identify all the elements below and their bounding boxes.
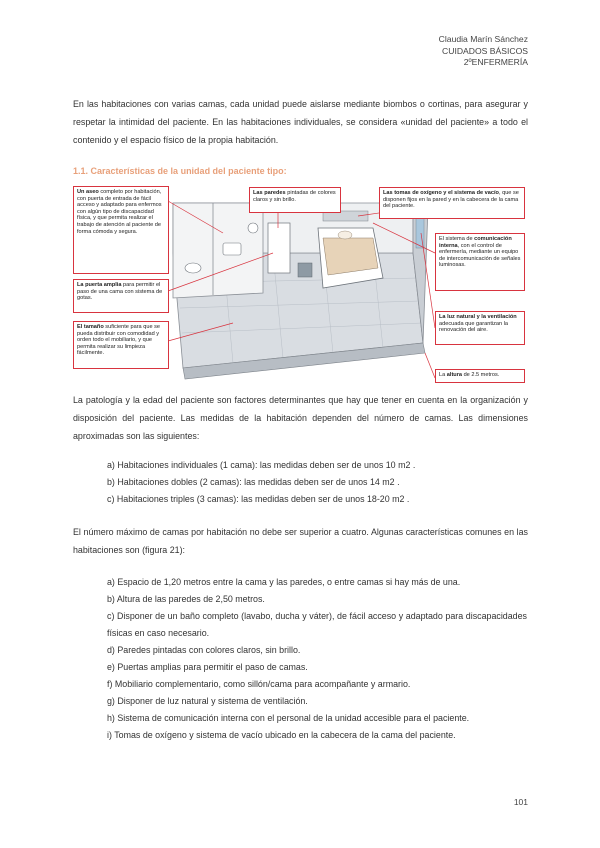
header-author: Claudia Marín Sánchez [438, 34, 528, 44]
bath-clock [248, 223, 258, 233]
callout-bathroom-bold: Un aseo [77, 189, 99, 195]
paragraph-dimensions-intro: La patología y la edad del paciente son factores determinantes que hay que tener en cuenta en la organización y disposición del paciente. Las medidas de la habitación dependen del número de camas. Las dimensiones aproximadas son las siguientes: [73, 395, 528, 441]
callout-oxygen [379, 187, 525, 219]
callout-height [435, 369, 525, 383]
callout-oxygen-bold: Las tomas de oxígeno y el sistema de vacío [383, 190, 499, 196]
header-subject: CUIDADOS BÁSICOS [442, 45, 528, 56]
callout-comm-text: , con el control de enfermería, mediante un equipo de intercomunicación de señales luminosas. [439, 242, 521, 269]
callout-light-text: adecuada que garantizan la renovación del aire. [439, 320, 509, 334]
callout-door [73, 279, 169, 313]
callout-light [435, 311, 525, 345]
callout-walls [249, 187, 341, 213]
list-item: c) Habitaciones triples (3 camas): las medidas deben ser de unos 18-20 m2 . [107, 494, 410, 504]
paragraph-features-intro: El número máximo de camas por habitación no debe ser superior a cuatro. Algunas características comunes en las habitaciones son (figura 21): [73, 527, 528, 555]
page-number: 101 [513, 797, 528, 807]
callout-bathroom-text: completo por habitación, con puerta de entrada de fácil acceso y adaptado para enfermos con algún tipo de discapacidad física, y que permita realizar el trabajo de atención al paciente de forma cómoda y segura. [77, 189, 162, 235]
features-list [107, 574, 527, 744]
callout-comm-bold: comunicación interna [439, 236, 512, 249]
list-item: h) Sistema de comunicación interna con el personal de la unidad accesible para el paciente. [107, 713, 470, 723]
sink [223, 243, 241, 255]
callout-comm-pre: El sistema de [439, 236, 475, 242]
list-item: b) Habitaciones dobles (2 camas): las medidas deben ser de unos 14 m2 . [107, 477, 400, 487]
callout-height-bold: altura [446, 372, 463, 378]
callout-walls-text: pintadas de colores claros y sin brillo. [253, 190, 336, 203]
callout-height-pre: La [439, 372, 447, 378]
toilet [185, 263, 201, 273]
chair [298, 263, 312, 277]
list-item: d) Paredes pintadas con colores claros, sin brillo. [107, 645, 301, 655]
list-item: i) Tomas de oxígeno y sistema de vacío ubicado en la cabecera de la cama del paciente. [107, 730, 456, 740]
bathroom [173, 203, 263, 298]
callout-size [73, 321, 169, 369]
callout-door-text: para permitir el paso de una cama con sistema de gotas. [77, 282, 163, 302]
list-item: e) Puertas amplias para permitir el paso de camas. [107, 662, 308, 672]
callout-height-text: de 2.5 metros. [462, 372, 500, 378]
list-item: g) Disponer de luz natural y sistema de ventilación. [107, 696, 308, 706]
list-item: c) Disponer de un baño completo (lavabo, ducha y váter), de fácil acceso y adaptado para discapacidades físicas en caso necesario. [107, 611, 527, 638]
list-item: f) Mobiliario complementario, como sillón/cama para acompañante y armario. [107, 679, 411, 689]
callout-oxygen-text: , que se disponen fijos en la pared y en la cabecera de la cama del paciente. [383, 190, 519, 210]
callout-bathroom [73, 186, 169, 274]
room-figure [73, 183, 528, 388]
callout-light-bold: La luz natural y la ventilación [439, 314, 517, 320]
list-item: a) Habitaciones individuales (1 cama): las medidas deben ser de unos 10 m2 . [107, 460, 416, 470]
callout-door-bold: La puerta amplia [77, 282, 122, 288]
dimensions-list [107, 457, 527, 508]
intro-paragraph: En las habitaciones con varias camas, cada unidad puede aislarse mediante biombos o cortinas, para asegurar y respetar la intimidad del paciente. En las habitaciones individuales, se considera «unidad del paciente» a todo el contenido y el espacio físico de la propia habitación. [73, 99, 528, 145]
door [268, 223, 290, 273]
list-item: a) Espacio de 1,20 metros entre la cama y las paredes, o entre camas si hay más de una. [107, 577, 461, 587]
callout-communication [435, 233, 525, 291]
section-title: 1.1. Características de la unidad del paciente tipo: [73, 166, 287, 176]
callout-size-text: suficiente para que se pueda distribuir con comodidad y orden todo el mobiliario, y que permita realizar su limpieza fácilmente. [77, 324, 161, 357]
callout-walls-bold: Las paredes [253, 190, 286, 196]
header-course: 2ºENFERMERÍA [463, 57, 528, 67]
pillow [338, 231, 352, 239]
page-header [439, 34, 528, 69]
callout-size-bold: El tamaño [77, 324, 104, 330]
list-item: b) Altura de las paredes de 2,50 metros. [107, 594, 265, 604]
